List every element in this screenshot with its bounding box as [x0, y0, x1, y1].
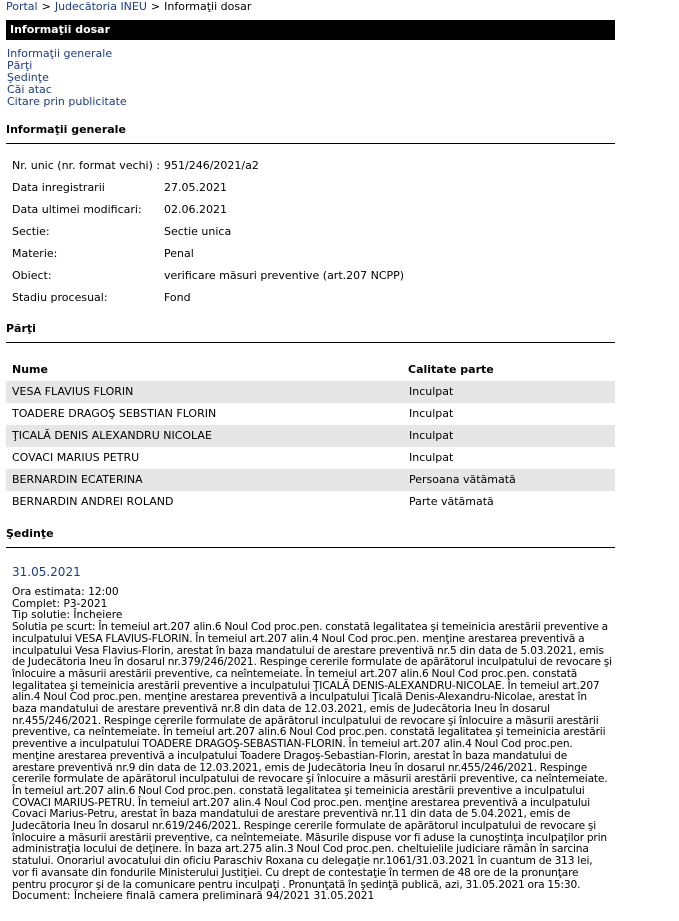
section-heading-general: Informaţii generale [6, 123, 615, 144]
table-row [6, 425, 615, 447]
section-heading-parti: Părţi [6, 322, 615, 343]
hearing-panel: Complet: P3-2021 [12, 597, 108, 610]
info-label: Sectie: [12, 225, 50, 238]
party-role: Persoana vătămată [409, 473, 516, 486]
table-row [6, 469, 615, 491]
party-role: Parte vătămată [409, 495, 494, 508]
party-role: Inculpat [409, 407, 454, 420]
page-title: Informaţii dosar [6, 20, 615, 40]
nav-link-informatii-generale[interactable]: Informaţii generale [7, 47, 113, 60]
party-name: COVACI MARIUS PETRU [12, 451, 140, 464]
table-row [6, 381, 615, 403]
section-nav [7, 48, 127, 108]
nav-link-parti[interactable]: Părţi [7, 59, 33, 72]
table-row [6, 403, 615, 425]
info-label: Nr. unic (nr. format vechi) : [12, 159, 161, 172]
party-name: BERNARDIN ECATERINA [12, 473, 143, 486]
nav-link-sedinte[interactable]: Şedinţe [7, 71, 49, 84]
column-header-nume: Nume [12, 363, 48, 376]
hearing-document: Document: Încheiere finală camera preliminară 94/2021 31.05.2021 [12, 890, 375, 903]
nav-link-cai-atac[interactable]: Căi atac [7, 83, 52, 96]
info-value: Sectie unica [164, 225, 232, 238]
solution-type: Tip solutie: Încheiere [12, 609, 123, 622]
table-row [6, 447, 615, 469]
info-label: Obiect: [12, 269, 52, 282]
breadcrumb [6, 0, 251, 13]
breadcrumb-court-link[interactable]: Judecătoria INEU [54, 0, 147, 13]
nav-link-citare-publicitate[interactable]: Citare prin publicitate [7, 95, 127, 108]
section-heading-sedinte: Şedinţe [6, 527, 615, 548]
solution-summary: Solutia pe scurt: În temeiul art.207 alin.6 Noul Cod proc.pen. constată legalitatea şi temeinicia arestării preventive a inculpatului VESA FLAVIUS-FLORIN. În temeiul art.207 alin.4 Noul Cod proc.pen. menţine arestarea preventivă a inculpatului Vesa Flavius-Florin, arestat în baza mandatului de arestare preventivă nr.5 din data de 5.03.2021, emis de Judecătoria Ineu în dosarul nr.379/246/2021. Respinge cererile formulate de apărătorul inculpatului de revocare şi înlocuire a măsurii arestării preventive, ca neîntemeiate. În temeiul art.207 alin.6 Noul Cod proc.pen. constată legalitatea şi temeinicia arestării preventive a inculpatului ŢICALĂ DENIS-ALEXANDRU-NICOLAE. În temeiul art.207 alin.4 Noul Cod proc.pen. menţine arestarea preventivă a inculpatului Ţicală Denis-Alexandru-Nicolae, arestat în baza mandatului de arestare preventivă nr.8 din data de 12.03.2021, emis de Judecătoria Ineu în dosarul nr.455/246/2021. Respinge cererile formulate de apărătorul inculpatului de revocare şi înlocuire a măsurii arestării preventive, ca neîntemeiate. În temeiul art.207 alin.6 Noul Cod proc.pen. constată legalitatea şi temeinicia arestării preventive a inculpatului TOADERE DRAGOŞ-SEBASTIAN-FLORIN. În temeiul art.207 alin.4 Noul Cod proc.pen. menţine arestarea preventivă a inculpatului Toadere Dragoş-Sebastian-Florin, arestat în baza mandatului de arestare preventivă nr.9 din data de 12.03.2021, emis de Judecătoria Ineu în dosarul nr.455/246/2021. Respinge cererile formulate de apărătorul inculpatului de revocare şi înlocuire a măsurii arestării preventive, ca neîntemeiate. În temeiul art.207 alin.6 Noul Cod proc.pen. constată legalitatea şi temeinicia arestării preventive a inculpatului COVACI MARIUS-PETRU. În temeiul art.207 alin.4 Noul Cod proc.pen. menţine arestarea preventivă a inculpatului Covaci Marius-Petru, arestat în baza mandatului de arestare preventivă nr.11 din data de 5.04.2021, emis de Judecătoria Ineu în dosarul nr.619/246/2021. Respinge cererile formulate de apărătorul inculpatului de revocare şi înlocuire a măsurii arestării preventive, ca neîntemeiate. Măsurile dispuse vor fi aduse la cunoştinţa inculpaţilor prin administraţia locului de deţinere. În baza art.275 alin.3 Noul Cod proc.pen. cheltuielile judiciare rămân în sarcina statului. Onorariul avocatului din oficiu Paraschiv Roxana cu delegaţie nr.1061/31.03.2021 în cuantum de 313 lei, vor fi avansate din fondurile Ministerului Justiţiei. Cu drept de contestaţie în termen de 48 ore de la pronunţare pentru procuror şi de la comunicare pentru inculpaţi . Pronunţată în şedinţă publică, azi, 31.05.2021 ora 15:30. [12, 621, 612, 891]
info-label: Stadiu procesual: [12, 291, 108, 304]
hearing-time: Ora estimata: 12:00 [12, 586, 119, 598]
party-name: ŢICALĂ DENIS ALEXANDRU NICOLAE [12, 429, 212, 442]
info-label: Data ultimei modificari: [12, 203, 142, 216]
breadcrumb-separator: > [150, 0, 161, 13]
breadcrumb-separator: > [41, 0, 51, 13]
party-name: TOADERE DRAGOŞ SEBSTIAN FLORIN [12, 407, 217, 420]
table-row [6, 491, 615, 513]
hearing-details [12, 587, 612, 903]
info-value: 27.05.2021 [164, 181, 227, 194]
info-value: Penal [164, 247, 194, 260]
parti-table-header [6, 362, 615, 378]
info-value: 951/246/2021/a2 [164, 159, 259, 172]
info-label: Data inregistrarii [12, 181, 105, 194]
info-value: Fond [164, 291, 191, 304]
info-value: verificare măsuri preventive (art.207 NCPP) [164, 269, 405, 282]
hearing-date: 31.05.2021 [12, 565, 81, 579]
breadcrumb-portal-link[interactable]: Portal [6, 0, 38, 13]
party-role: Inculpat [409, 385, 454, 398]
party-role: Inculpat [409, 451, 454, 464]
party-name: BERNARDIN ANDREI ROLAND [12, 495, 174, 508]
breadcrumb-current: Informaţii dosar [164, 0, 252, 13]
info-label: Materie: [12, 247, 58, 260]
party-name: VESA FLAVIUS FLORIN [12, 385, 134, 398]
party-role: Inculpat [409, 429, 454, 442]
column-header-calitate: Calitate parte [408, 363, 494, 376]
info-value: 02.06.2021 [164, 203, 227, 216]
